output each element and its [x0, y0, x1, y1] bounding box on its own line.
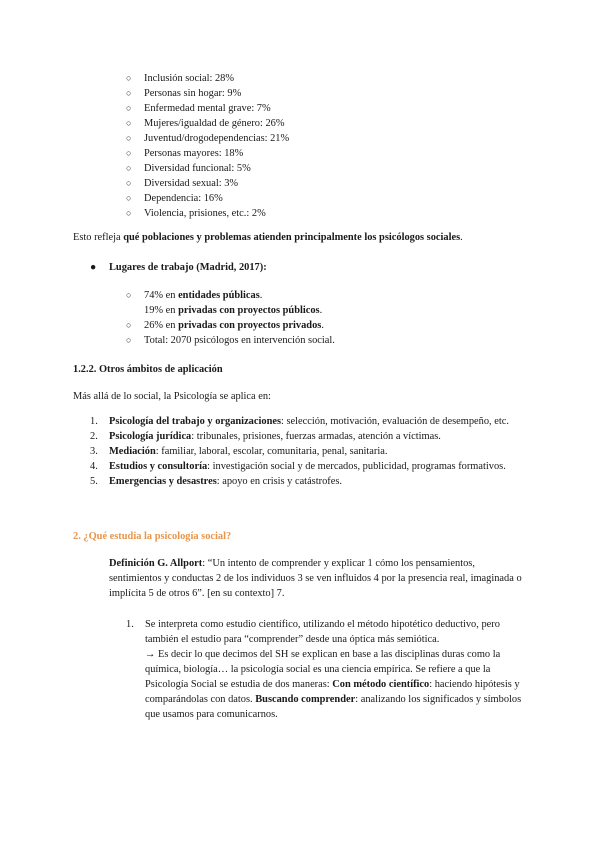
bullet-icon: ●: [90, 262, 97, 273]
list-item: 1. Psicología del trabajo y organizaciones: selección, motivación, evaluación de desempeño, etc.: [90, 416, 509, 427]
list-item: ○ Inclusión social: 28%: [0, 71, 600, 86]
population-list: [0, 71, 600, 221]
list-item: ○ Diversidad funcional: 5%: [0, 161, 600, 176]
list-item: 4. Estudios y consultoría: investigación social y de mercados, publicidad, programas formativos.: [90, 461, 506, 472]
list-item: 2. Psicología jurídica: tribunales, prisiones, fuerzas armadas, atención a víctimas.: [90, 431, 441, 442]
workplaces-list: [0, 288, 600, 348]
document-page: ○ Inclusión social: 28% ○ Personas sin hogar: 9% ○ Enfermedad mental grave: 7% ○ Mujeres/igualdad de género: 26% ○ Juventud/drogodependencias: 21% ○ Personas mayores: 18% ○ Diversidad funcional: 5% ○ Diversidad sexual: 3% ○ Dependencia: 16% ○ Violencia, prisiones, etc.: 2% Esto refleja qué poblaciones y problemas atienden principalmente los psicólogos sociales. ● Lugares de trabajo (Madrid, 2017): ○ 74% en entidades públicas. 19% en privadas con proyectos públicos. ○ 26% en privadas con proyectos privados. ○ Total: 2070 psicólogos en intervención social. 1.2.2. Otros ámbitos de aplicación Más allá de lo social, la Psicología se aplica en: 1. Psicología del trabajo y organizaciones: selección, motivación, evaluación de desempeño, etc. 2. Psicología jurídica: tribunales, prisiones, fuerzas armadas, atención a víctimas. 3. Mediación: familiar, laboral, escolar, comunitaria, penal, sanitaria. 4. Estudios y consultoría: investigación social y de mercados, publicidad, programas formativos. 5. Emergencias y desastres: apoyo en crisis y catástrofes. 2. ¿Qué estudia la psicología social? Definición G. Allport: “Un intento de comprender y explicar 1 cómo los pensamientos, sentimientos y conductas 2 de los individuos 3 se ven influidos 4 por la presencia real, imaginada o implícita 5 de otros 6”. [en su contexto] 7. 1. Se interpreta como estudio científico, utilizando el método hipotético deductivo, pero también el estudio para “comprender” desde una óptica más semiótica. → Es decir lo que decimos del SH se explican en base a las disciplinas duras como la química, biología… la psicología social es una ciencia empírica. Se refiere a que la Psicología Social se estudia de dos maneras: Con método científico: haciendo hipótesis y comparándolas con datos. Buscando comprender: analizando los significados y símbolos que usamos para comunicarnos.: [0, 0, 600, 848]
list-item: ○ Diversidad sexual: 3%: [0, 176, 600, 191]
list-item: ○ Total: 2070 psicólogos en intervención social.: [0, 333, 600, 348]
list-item: ○ Violencia, prisiones, etc.: 2%: [0, 206, 600, 221]
list-item: ○ Mujeres/igualdad de género: 26%: [0, 116, 600, 131]
list-item: ○ Personas mayores: 18%: [0, 146, 600, 161]
list-item: 1. Se interpreta como estudio científico, utilizando el método hipotético deductivo, pero también el estudio para “comprender” desde una óptica más semiótica. → Es decir lo que decimos del SH se explican en base a las disciplinas duras como la química, biología… la psicología social es una ciencia empírica. Se refiere a que la Psicología Social se estudia de dos maneras: Con método científico: haciendo hipótesis y comparándolas con datos. Buscando comprender: analizando los significados y símbolos que usamos para comunicarnos.: [126, 619, 522, 720]
section-heading-2: 2. ¿Qué estudia la psicología social?: [73, 531, 232, 542]
list-item: ○ 26% en privadas con proyectos privados.: [0, 318, 600, 333]
list-item: ○ Personas sin hogar: 9%: [0, 86, 600, 101]
list-item: ○ Dependencia: 16%: [0, 191, 600, 206]
applications-list: [0, 414, 600, 489]
allport-definition: Definición G. Allport: “Un intento de comprender y explicar 1 cómo los pensamientos, sentimientos y conductas 2 de los individuos 3 se ven influidos 4 por la presencia real, imaginada o implícita 5 de otros 6”. [en su contexto] 7.: [109, 558, 522, 599]
reflect-paragraph: Esto refleja qué poblaciones y problemas atienden principalmente los psicólogos sociales.: [73, 232, 463, 243]
section-heading-122: 1.2.2. Otros ámbitos de aplicación: [73, 364, 223, 375]
list-item: 5. Emergencias y desastres: apoyo en crisis y catástrofes.: [90, 476, 342, 487]
section-122-intro: Más allá de lo social, la Psicología se aplica en:: [73, 391, 271, 402]
list-item: 3. Mediación: familiar, laboral, escolar, comunitaria, penal, sanitaria.: [90, 446, 388, 457]
list-item: ○ Enfermedad mental grave: 7%: [0, 101, 600, 116]
list-item: ○ 74% en entidades públicas. 19% en privadas con proyectos públicos.: [0, 288, 600, 318]
list-item: ○ Juventud/drogodependencias: 21%: [0, 131, 600, 146]
